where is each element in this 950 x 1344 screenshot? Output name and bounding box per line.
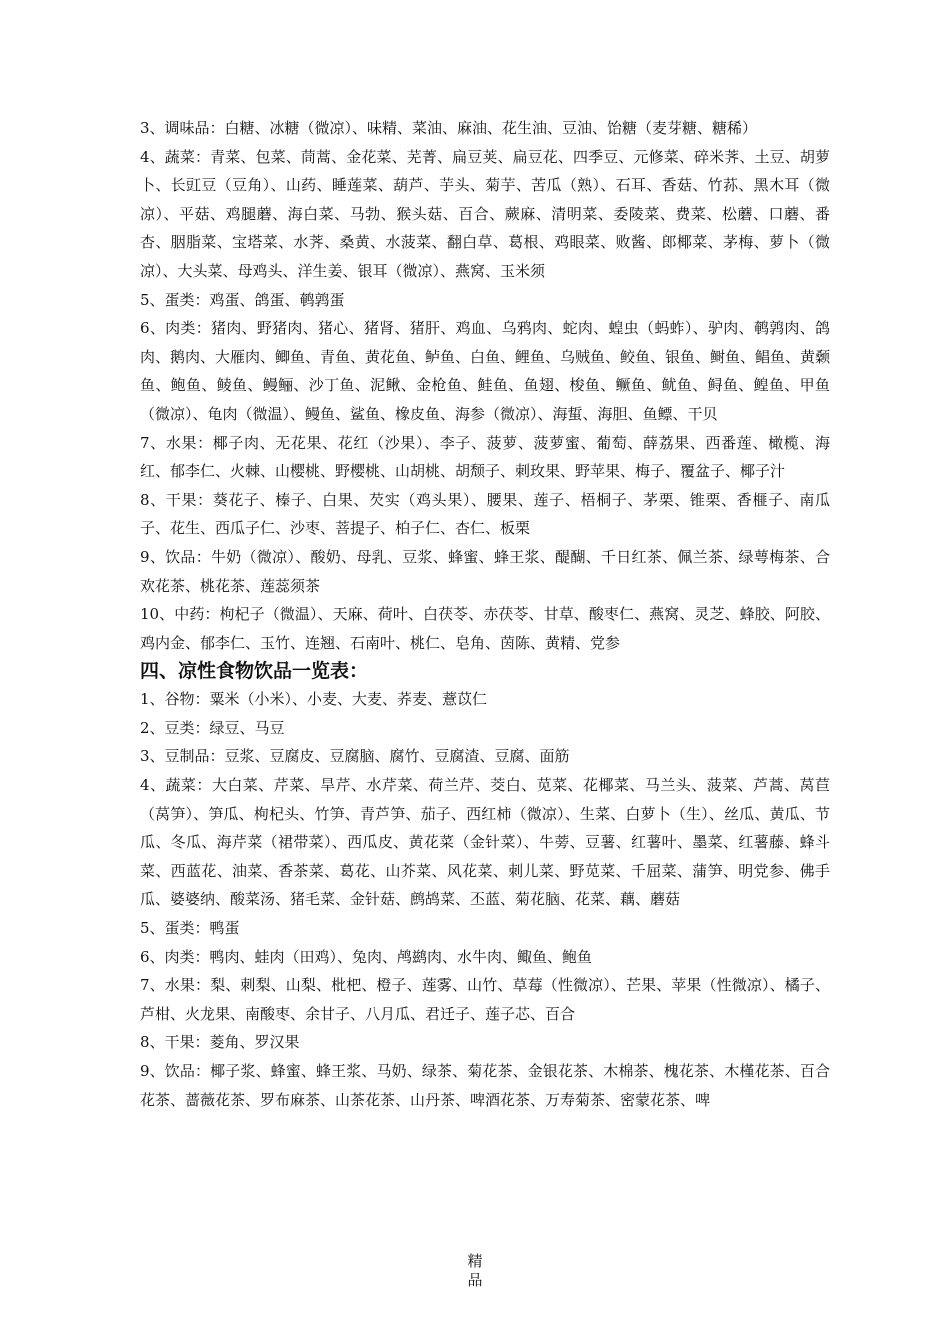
section-heading-cool-foods: 四、凉性食物饮品一览表：: [140, 660, 369, 683]
list-item-cool-dried-fruits: 8、干果：菱角、罗汉果: [140, 1033, 300, 1052]
list-item-vegetables: 4、蔬菜：青菜、包菜、茼蒿、金花菜、芜菁、扁豆荚、扁豆花、四季豆、元修菜、碎米荠、土豆、胡萝卜、长豇豆（豆角）、山药、睡莲菜、葫芦、芋头、菊芋、苦瓜（熟）、石耳、香菇、竹荪、黑木耳（微凉）、平菇、鸡腿蘑、海白菜、马勃、猴头菇、百合、蕨麻、清明菜、委陵菜、费菜、松蘑、口蘑、番杏、胭脂菜、宝塔菜、水荠、桑黄、水菠菜、翻白草、葛根、鸡眼菜、败酱、郎椰菜、茅梅、萝卜（微凉）、大头菜、母鸡头、洋生姜、银耳（微凉）、燕窝、玉米须: [140, 147, 830, 280]
document-body: [140, 114, 830, 1114]
footer-char-1: 精: [467, 1252, 483, 1270]
list-item-drinks: 9、饮品：牛奶（微凉）、酸奶、母乳、豆浆、蜂蜜、蜂王浆、醍醐、千日红茶、佩兰茶、绿萼梅茶、合欢花茶、桃花茶、莲蕊须茶: [140, 547, 830, 595]
list-item-soy-products: 3、豆制品：豆浆、豆腐皮、豆腐脑、腐竹、豆腐渣、豆腐、面筋: [140, 747, 570, 766]
list-item-cool-vegetables: 4、蔬菜：大白菜、芹菜、旱芹、水芹菜、荷兰芹、茭白、苋菜、花椰菜、马兰头、菠菜、芦蒿、莴苣（莴笋）、笋瓜、枸杞头、竹笋、青芦笋、茄子、西红柿（微凉）、生菜、白萝卜（生）、丝瓜、黄瓜、节瓜、冬瓜、海芹菜（裙带菜）、西瓜皮、黄花菜（金针菜）、牛蒡、豆薯、红薯叶、墨菜、红薯藤、蜂斗菜、西蓝花、油菜、香茶菜、葛花、山芥菜、风花菜、刺儿菜、野苋菜、千屈菜、蒲笋、明党参、佛手瓜、婆婆纳、酸菜汤、猪毛菜、金针菇、鹧鸪菜、丕蓝、菊花脑、花菜、藕、蘑菇: [140, 776, 830, 909]
list-item-fruits: 7、水果：椰子肉、无花果、花红（沙果）、李子、菠萝、菠萝蜜、葡萄、薛荔果、西番莲、橄榄、海红、郁李仁、火棘、山樱桃、野樱桃、山胡桃、胡颓子、刺玫果、野苹果、梅子、覆盆子、椰子汁: [140, 433, 830, 481]
list-item-dried-fruits: 8、干果：葵花子、榛子、白果、芡实（鸡头果）、腰果、莲子、梧桐子、茅栗、锥栗、香榧子、南瓜子、花生、西瓜子仁、沙枣、菩提子、柏子仁、杏仁、板栗: [140, 490, 830, 538]
list-item-seasonings: 3、调味品：白糖、冰糖（微凉）、味精、菜油、麻油、花生油、豆油、饴糖（麦芽糖、糖稀）: [140, 119, 758, 137]
list-item-eggs: 5、蛋类：鸡蛋、鸽蛋、鹌鹑蛋: [140, 290, 345, 309]
list-item-cool-fruits: 7、水果：梨、刺梨、山梨、枇杷、橙子、莲雾、山竹、草莓（性微凉）、芒果、苹果（性微凉）、橘子、芦柑、火龙果、南酸枣、余甘子、八月瓜、君迁子、莲子芯、百合: [140, 976, 830, 1023]
list-item-herbs: 10、中药：枸杞子（微温）、天麻、荷叶、白茯苓、赤茯苓、甘草、酸枣仁、燕窝、灵芝、蜂胶、阿胶、鸡内金、郁李仁、玉竹、连翘、石南叶、桃仁、皂角、茵陈、黄精、党参: [140, 605, 830, 652]
footer-char-2: 品: [467, 1271, 483, 1289]
list-item-cool-eggs: 5、蛋类：鸭蛋: [140, 919, 240, 938]
list-item-cool-meats: 6、肉类：鸭肉、蛙肉（田鸡）、兔肉、鸬鹚肉、水牛肉、鲰鱼、鲍鱼: [140, 947, 593, 966]
page-footer: [462, 1252, 488, 1290]
list-item-grains: 1、谷物：粟米（小米）、小麦、大麦、荞麦、薏苡仁: [140, 690, 488, 709]
list-item-beans: 2、豆类：绿豆、马豆: [140, 718, 285, 737]
list-item-meats: 6、肉类：猪肉、野猪肉、猪心、猪肾、猪肝、鸡血、乌鸦肉、蛇肉、蝗虫（蚂蚱）、驴肉、鹌鹑肉、鸽肉、鹅肉、大雁肉、鲫鱼、青鱼、黄花鱼、鲈鱼、白鱼、鲤鱼、乌贼鱼、鲛鱼、银鱼、鲥鱼、鲳鱼、黄颡鱼、鲍鱼、鲮鱼、鳗鲡、沙丁鱼、泥鳅、金枪鱼、鲑鱼、鱼翅、梭鱼、鳜鱼、鱿鱼、鲟鱼、鳇鱼、甲鱼（微凉）、龟肉（微温）、鳗鱼、鲨鱼、橡皮鱼、海参（微凉）、海蜇、海胆、鱼鳔、干贝: [140, 319, 831, 423]
list-item-cool-drinks: 9、饮品：椰子浆、蜂蜜、蜂王浆、马奶、绿茶、菊花茶、金银花茶、木棉茶、槐花茶、木槿花茶、百合花茶、蔷薇花茶、罗布麻茶、山茶花茶、山丹茶、啤酒花茶、万寿菊茶、密蒙花茶、啤: [140, 1062, 830, 1109]
